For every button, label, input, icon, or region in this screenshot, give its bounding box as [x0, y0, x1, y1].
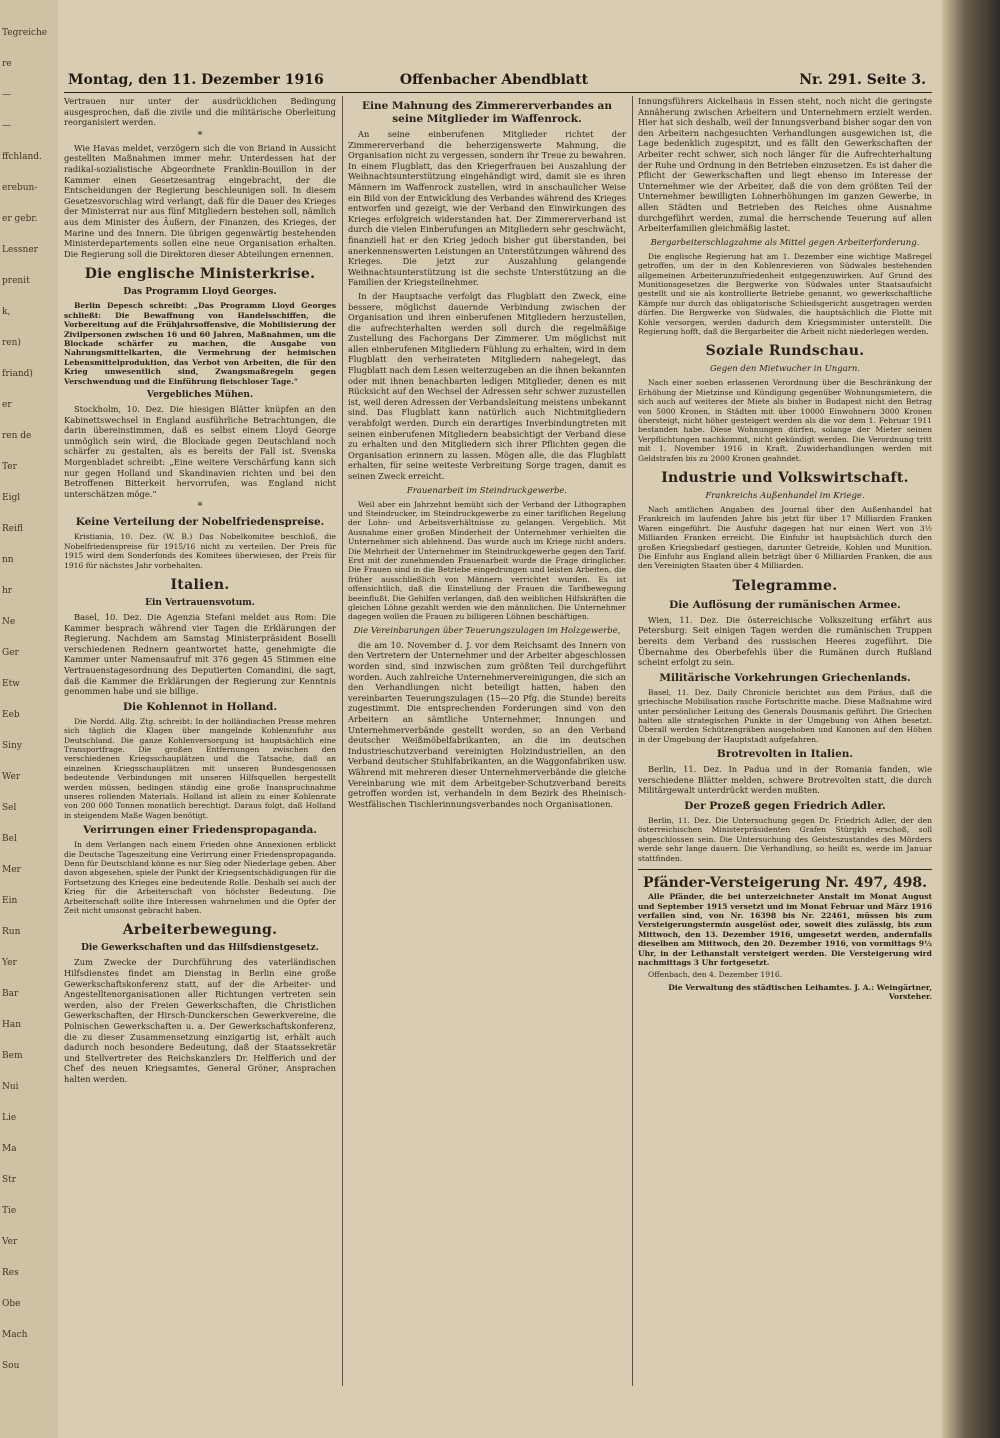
margin-fragment: Reifl	[2, 524, 23, 534]
headline-zimmererverband: Eine Mahnung des Zimmererverbandes an seine Mitglieder im Waffenrock.	[362, 100, 612, 125]
subheadline-hilfsdienst: Die Gewerkschaften und das Hilfsdienstgesetz.	[81, 943, 319, 954]
separator: *	[197, 129, 203, 141]
adjacent-page-margin	[0, 0, 59, 1438]
headline-adler-prozess: Der Prozeß gegen Friedrich Adler.	[684, 800, 886, 813]
article-paragraph: Weil aber ein Jahrzehnt bemüht sich der Verband der Lithographen und Steindrucker, im Steindruckgewerbe zu einer tariflichen Regelung der Lohn- und Arbeitsverhältnisse zu gelangen. Vergeblich. Mit Ausnahme einer großen Minderheit der Unternehmer verhielten die Unternehmer sich ablehnend. Das wurde auch im Kriege nicht anders. Die Mehrheit der Unternehmer im Steindruckgewerbe gegen den Tarif. Erst mit der zunehmenden Frauenarbeit wurde die Frage dringlicher. Die Frauen sind in die Betriebe eingedrungen und leisten Arbeiten, die früher ausschließlich von Männern verrichtet wurden. Es ist offensichtlich, daß die Einstellung der Frauen die Tarifbewegung beeinflußt. Die Gehilfen verlangen, daß den weiblichen Hilfskräften die gleichen Löhne gezahlt werden wie den männlichen. Die Unternehmer dagegen wollen die Frauen zu billigeren Löhnen beschäftigen.	[348, 499, 626, 622]
margin-fragment: Str	[2, 1175, 17, 1185]
margin-fragment: Tegreiche	[2, 28, 48, 38]
article-paragraph: Wien, 11. Dez. Die österreichische Volkszeitung erfährt aus Petersburg: Seit einigen Tagen werden die rumänischen Truppen bereits dem Verband des russischen Heeres zugeführt. Die Übernahme des Oberbefehls über die Rumänen durch Rußland scheint erfolgt zu sein.	[638, 614, 932, 668]
article-paragraph: Die Nordd. Allg. Ztg. schreibt: In der holländischen Presse mehren sich täglich die Klagen über mangelnde Kohlenzufuhr aus Deutschland. Die ganze Kohlenversorgung ist hauptsächlich eine Transportfrage. Die großen Entfernungen zwischen den verschiedenen Kriegsschauplätzen und die Tatsache, daß an einzelnen Kriegsschauplätzen mit unseren Bundesgenossen bedeutende Verbindungen mit unseren Hilfsquellen hergestellt werden müssen, bedingen ständig eine große Inanspruchnahme unseres rollenden Materials. Holland ist allein zu einer Kohlenrate von 200 000 Tonnen monatlich berechtigt. Daraus folgt, daß Holland in steigendem Maße Wagen benötigt.	[64, 716, 336, 820]
margin-fragment: Mer	[2, 865, 21, 875]
article-paragraph: Nach einer soeben erlassenen Verordnung über die Beschränkung der Erhöhung der Mietzinse und Kündigung gegenüber Wohnungsmietern, die sich auch auf weiteres der Miete als bisher in Budapest nicht den Betrag von 5000 Kronen, in Städten mit über 10000 Einwohnern 3000 Kronen übersteigt, nicht höher gesteigert werden als die vor dem 1. Februar 1911 bestanden habe. Diese Wohnungen dürfen, solange der Mieter seinen Verpflichtungen nachkommt, nicht gekündigt werden. Die Verordnung tritt mit 1. November 1916 in Kraft. Zuwiderhandlungen werden mit Geldstrafen bis zu 2000 Kronen geahndet.	[638, 378, 932, 463]
notice-title: Pfänder-Versteigerung Nr. 497, 498.	[643, 875, 927, 892]
column-rule	[632, 96, 633, 1386]
article-paragraph: Basel, 10. Dez. Die Agenzia Stefani meldet aus Rom: Die Kammer besprach während vier Tagen die Erklärungen der Regierung. Nachdem am Samstag Ministerpräsident Boselli verschiedenen Rednern geantwortet hatte, genehmigte die Kammer unter Namensaufruf mit 376 gegen 45 Stimmen eine Vertrauenstagesordnung des Deputierten Comandini, die sagt, daß die Kammer die Erklärungen der Regierung zur Kenntnis genommen habe und sie billige.	[64, 611, 336, 697]
margin-fragment: Wer	[2, 772, 21, 782]
margin-fragment: Ne	[2, 617, 16, 627]
margin-fragment: Obe	[2, 1299, 21, 1309]
margin-fragment: friand)	[2, 369, 33, 379]
subheadline-mietwucher: Gegen den Mietwucher in Ungarn.	[709, 364, 861, 375]
article-paragraph: Nach amtlichen Angaben des Journal über den Außenhandel hat Frankreich im laufenden Jahre bis jetzt für über 17 Milliarden Franken Waren eingeführt. Die Ausfuhr dagegen hat nur einen Wert von 3½ Milliarden Franken erreicht. Die Einfuhr ist hauptsächlich durch den großen Kriegsbedarf gestiegen, darunter Getreide, Kohlen und Munition. Die Einfuhr aus England allein beträgt über 6 Milliarden Franken, die aus den Vereinigten Staaten über 4 Milliarden.	[638, 505, 932, 571]
margin-fragment: Bar	[2, 989, 19, 999]
column-3	[638, 96, 932, 1396]
headline-industrie: Industrie und Volkswirtschaft.	[661, 470, 909, 487]
header-page-number: Nr. 291. Seite 3.	[799, 72, 926, 88]
margin-fragment: Res	[2, 1268, 19, 1278]
headline-telegramme: Telegramme.	[732, 577, 838, 594]
headline-rumaenische-armee: Die Auflösung der rumänischen Armee.	[669, 598, 901, 611]
margin-fragment: Yer	[2, 958, 17, 968]
subheadline-bergarbeiter: Bergarbeiterschlagzahme als Mittel gegen Arbeiterforderung.	[650, 237, 920, 248]
notice-signature: Die Verwaltung des städtischen Leihamtes. J. A.: Weingärtner, Vorsteher.	[668, 982, 932, 1002]
margin-fragment: prenit	[2, 276, 30, 286]
header-date: Montag, den 11. Dezember 1916	[68, 72, 324, 88]
margin-fragment: Bel	[2, 834, 17, 844]
page-header	[64, 72, 932, 93]
headline-griechenland: Militärische Vorkehrungen Griechenlands.	[659, 671, 911, 684]
margin-fragment: Ma	[2, 1144, 17, 1154]
column-2	[348, 96, 626, 1396]
margin-fragment: Eigl	[2, 493, 21, 503]
margin-fragment: Ein	[2, 896, 18, 906]
article-paragraph: Innungsführers Aickelhaus in Essen steht, noch nicht die geringste Annäherung zwischen Arbeitern und Unternehmern erzielt werden. Hier hat sich deshalb, weil der Innungsverband bisher sogar den von den Arbeitern nachgesuchten Verhandlungen ausgewichen ist, die Lage bedenklich zugespitzt, und es fällt den Gewerkschaften der Arbeiter recht schwer, sich noch länger für die Aufrechterhaltung der Ruhe und Ordnung in den Betrieben einzusetzen. Es ist daher die Pflicht der Gewerkschaften und liegt ebenso im Interesse der Unternehmer wie der Arbeiter, daß die von dem größten Teil der Unternehmer bewilligten Lohnerhöhungen im ganzen Gewerbe, in allen Städten und Betrieben des Reiches ohne Ausnahme durchgeführt werden, zumal die herrschende Teuerung auf allen Arbeiterfamilien gleichmäßig lastet.	[638, 96, 932, 234]
margin-fragment: Siny	[2, 741, 22, 751]
article-paragraph: An seine einberufenen Mitglieder richtet der Zimmererverband die beherzigenswerte Mahnung, die Organisation nicht zu vergessen, sondern ihr Treue zu bewahren. In einem Flugblatt, das den Kriegerfrauen bei Auszahlung der Weihnachtsunterstützung eingehändigt wird, damit sie es ihren Männern im Waffenrock zustellen, wird in anschaulicher Weise ein Bild von der Entwicklung des Verbandes während des Krieges entworfen und gezeigt, wie der Verband den Einwirkungen des Krieges erfolgreich widerstanden hat. Der Zimmererverband ist durch die vielen Einberufungen an Mitgliedern sehr geschwächt, finanziell hat er den Krieg jedoch bisher gut überstanden, bei anerkennenswerten Leistungen an Unterstützungen während des Krieges. Die jetzt zur Auszahlung gelangende Weihnachtsunterstützung ist die sechste Unterstützung an die Familien der Kriegsteilnehmer.	[348, 129, 626, 288]
margin-fragment: k,	[2, 307, 11, 317]
headline-ministerkrise: Die englische Ministerkrise.	[84, 266, 316, 283]
article-paragraph: Zum Zwecke der Durchführung des vaterländischen Hilfsdienstes findet am Dienstag in Berlin eine große Gewerkschaftskonferenz statt, auf der die Arbeiter- und Angestelltenorganisationen aller Richtungen vertreten sein werden, also der Freien Gewerkschaften, die Christlichen Gewerkschaften, der Hirsch-Dunckerschen Gewerkvereine, die Polnischen Gewerkschaften u. a. Der Gewerkschaftskonferenz, die zu dieser Zusammensetzung einzigartig ist, erhält auch dadurch noch besondere Bedeutung, daß der Staatssekretär und Stellvertreter des Reichskanzlers Dr. Helfferich und der Chef des neuen Kriegsamtes, General Gröner, Ansprachen halten werden.	[64, 957, 336, 1084]
margin-fragment: Bem	[2, 1051, 23, 1061]
margin-fragment: —	[2, 121, 11, 131]
headline-italien: Italien.	[170, 576, 230, 593]
article-paragraph: In der Hauptsache verfolgt das Flugblatt den Zweck, eine bessere, möglichst dauernde Verbindung zwischen der Organisation und ihren einberufenen Mitgliedern herzustellen, die aufrechterhalten werden soll durch die regelmäßige Zustellung des Fachorgans Der Zimmerer. Um möglichst mit allen einberufenen Mitgliedern Fühlung zu erhalten, wird in dem Flugblatt den verheirateten Mitgliedern nahegelegt, das Flugblatt nach dem Lesen weiterzugeben an die ihnen bekannten oder mit ihnen benachbarten ledigen Mitglieder, denen es mit Rücksicht auf den Wechsel der Adressen sehr schwer zuzustellen ist, weil deren Adressen der Verbandsleitung meistens unbekannt sind. Das Flugblatt kann natürlich auch Nichtmitgliedern verabfolgt werden. Durch ein derartiges Inverbindungtreten mit seinen einberufenen Mitgliedern beabsichtigt der Verband diese zu erhalten und den Mitgliedern sich ihrer Pflichten gegen die Organisation erinnern zu lassen. Mögen alle, die das Flugblatt erhalten, für seine weiteste Verbreitung Sorge tragen, damit es seinen Zweck erreicht.	[348, 290, 626, 481]
headline-arbeiterbewegung: Arbeiterbewegung.	[122, 922, 278, 939]
margin-fragment: erebun-	[2, 183, 38, 193]
margin-fragment: hr	[2, 586, 13, 596]
article-paragraph: In dem Verlangen nach einem Frieden ohne Annexionen erblickt die Deutsche Tageszeitung eine Verirrung einer Friedenspropaganda. Denn für Deutschland könne es nur Sieg oder Niederlage geben. Aber davon abgesehen, spiele der Punkt der Kriegsentschädigungen für die Fortsetzung des Krieges eine bedeutende Rolle. Deshalb sei auch der Krieg für die Arbeiterschaft von höchster Bedeutung. Die Arbeiterschaft sollte ihre Interessen wahrnehmen und die Opfer der Zeit nicht umsonst gebracht haben.	[64, 840, 336, 915]
margin-fragment: Mach	[2, 1330, 28, 1340]
notice-date: Offenbach, den 4. Dezember 1916.	[648, 970, 783, 980]
margin-fragment: er	[2, 400, 12, 410]
margin-fragment: Run	[2, 927, 21, 937]
margin-fragment: Lie	[2, 1113, 17, 1123]
article-paragraph: Die englische Regierung hat am 1. Dezember eine wichtige Maßregel getroffen, um der in den Kohlenrevieren von Südwales bestehenden allgemeinen Arbeiterunzufriedenheit entgegenzuwirken. Auf Grund des Munitionsgesetzes die Bergwerke von Südwales unter Staatsaufsicht gestellt und sie als kontrollierte Betriebe genannt, wo gewerkschaftliche Kämpfe nur durch das obligatorische Schiedsgericht ausgetragen werden dürfen. Die Bergwerke von Südwales, die hauptsächlich die Flotte mit Kohle versorgen, werden dadurch dem Kriegsminister unterstellt. Die Regierung hofft, daß die Bergarbeiter die Arbeit nicht niederlegen werden.	[638, 251, 932, 336]
margin-fragment: Ger	[2, 648, 19, 658]
subheadline-vertrauensvotum: Ein Vertrauensvotum.	[145, 597, 255, 608]
article-paragraph: Kristiania, 10. Dez. (W. B.) Das Nobelkomitee beschloß, die Nobelfriedenspreise für 1915/16 nicht zu verteilen. Der Preis für 1915 wird dem Sonderfonds des Komitees überwiesen, der Preis für 1916 für nächstes Jahr vorbehalten.	[64, 532, 336, 570]
margin-fragment: ren de	[2, 431, 32, 441]
article-paragraph: Vertrauen nur unter der ausdrücklichen Bedingung ausgesprochen, daß die zivile und die militärische Oberleitung reorganisiert werden.	[64, 96, 336, 128]
margin-fragment: Ter	[2, 462, 17, 472]
auction-notice	[638, 869, 932, 1001]
margin-fragment: Han	[2, 1020, 22, 1030]
article-paragraph: Wie Havas meldet, verzögern sich die von Briand in Aussicht gestellten Maßnahmen immer mehr. Unterdessen hat der radikal-sozialistische Abgeordnete Franklin-Bouillon in der Kammer einen Gesetzesantrag eingebracht, der die Entscheidungen der Regierung beschleunigen soll. In diesem Gesetzesvorschlag wird verlangt, daß für die Dauer des Krieges der Ministerrat nur aus fünf Mitgliedern bestehen soll, nämlich aus dem Minister des Äußern, der Finanzen, des Krieges, der Marine und des Innern. Die übrigen gegenwärtig bestehenden Ministerdepartements sollen eine neue Organisation erhalten. Die Regierung soll die Direktoren dieser Abteilungen ernennen.	[64, 142, 336, 259]
margin-fragment: Sou	[2, 1361, 20, 1371]
headline-friedenspropaganda: Verirrungen einer Friedenspropaganda.	[83, 824, 317, 837]
header-masthead: Offenbacher Abendblatt	[399, 72, 589, 88]
headline-nobelpreis: Keine Verteilung der Nobelfriedenspreise.	[75, 516, 325, 529]
margin-fragment: Ver	[2, 1237, 18, 1247]
article-paragraph: Berlin Depesch schreibt: „Das Programm Lloyd Georges schließt: Die Bewaffnung von Handelsschiffen, die Vorbereitung auf die Frühjahrsoffensive, die Mobilisierung der Zivilpersonen zwischen 16 und 60 Jahren, Maßnahmen, um die Blockade schärfer zu machen, die Ausgabe von Nahrungsmittelkarten, die Vermehrung der heimischen Lebensmittelproduktion, das Verbot von Arbeiten, die für den Krieg unwesentlich sind, Zwangsmaßregeln gegen Verschwendung und die Einführung fleischloser Tage.“	[64, 301, 336, 386]
article-paragraph: Berlin, 11. Dez. In Padua und in der Romania fanden, wie verschiedene Blätter melden, schwere Brotrevolten statt, die durch Militärgewalt unterdrückt werden mußten.	[638, 764, 932, 796]
article-paragraph: Stockholm, 10. Dez. Die hiesigen Blätter knüpfen an den Kabinettswechsel in England ausführliche Betrachtungen, die darin übereinstimmen, daß es selbst einem Lloyd George unmöglich sein wird, die Blockade gegen Deutschland noch schärfer zu gestalten, als es bereits der Fall ist. Svenska Morgenbladet schreibt: „Eine weitere Verschärfung kann sich nur gegen Holland und Skandinavien richten und bei den Betroffenen Bitterkeit hervorrufen, was England nicht unterschätzen möge.“	[64, 403, 336, 499]
margin-fragment: ren)	[2, 338, 21, 348]
binding-edge	[942, 0, 1000, 1438]
headline-brotrevolten: Brotrevolten in Italien.	[716, 748, 854, 761]
newspaper-page	[58, 0, 942, 1438]
margin-fragment: Etw	[2, 679, 20, 689]
margin-fragment: ffchland.	[2, 152, 42, 162]
subheadline-programm: Das Programm Lloyd Georges.	[123, 287, 277, 298]
margin-fragment: nn	[2, 555, 14, 565]
headline-soziale-rundschau: Soziale Rundschau.	[705, 343, 865, 360]
subheadline-vergeblich: Vergebliches Mühen.	[146, 389, 254, 400]
margin-fragment: Lessner	[2, 245, 38, 255]
notice-text: Alle Pfänder, die bei unterzeichneter Anstalt im Monat August und September 1915 versetzt und im Monat Februar und März 1916 verfallen sind, von Nr. 16398 bis Nr. 22461, müssen bis zum Versteigerungstermin ausgelöst oder, soweit dies zulässig, bis zum Mittwoch, den 13. Dezember 1916, umgesetzt werden, andernfalls dieselben am Mittwoch, den 20. Dezember 1916, von vormittags 9½ Uhr, in der Leihanstalt versteigert werden. Die Versteigerung wird nachmittags 3 Uhr fortgesetzt.	[638, 892, 932, 967]
margin-fragment: Tie	[2, 1206, 17, 1216]
separator: *	[197, 501, 203, 513]
article-paragraph: Berlin, 11. Dez. Die Untersuchung gegen Dr. Friedrich Adler, der den österreichischen Ministerpräsidenten Grafen Stürgkh erschoß, soll abgeschlossen sein. Die Untersuchung des Geisteszustandes des Mörders werde sehr lange dauern. Die Verhandlung, so heißt es, werde im Januar stattfinden.	[638, 816, 932, 863]
margin-fragment: re	[2, 59, 12, 69]
subheadline-aussenhandel: Frankreichs Außenhandel im Kriege.	[705, 491, 865, 502]
article-paragraph: die am 10. November d. J. vor dem Reichsamt des Innern von den Vertretern der Unternehmer und der Arbeiter abgeschlossen worden sind, sind inzwischen zum größten Teil durchgeführt worden. Auch zahlreiche Unternehmervereinigungen, die sich an den Verhandlungen nicht beteiligt hatten, haben den vereinbarten Teuerungszulagen (15—20 Pfg. die Stunde) bereits zugestimmt. Die entsprechenden Forderungen sind von den Arbeitern an sämtliche Unternehmer, Innungen und Unternehmerverbände gestellt worden, so an den Verband deutscher Weißmöbelfabrikanten, an die im deutschen Industrieschutzverband vereinigten Holzindustriellen, an den Verband deutscher Stuhlfabrikanten, an die Waggonfabriken usw. Während mit mehreren dieser Unternehmerverbände die gleiche Vereinbarung wie mit dem Arbeitgeber-Schutzverband bereits getroffen worden ist, verhandeln in dem Bezirk des Rheinisch-Westfälischen Tischlerinnungsverbandes noch Organisationen.	[348, 639, 626, 809]
margin-fragment: Nui	[2, 1082, 19, 1092]
margin-fragment: er gebr.	[2, 214, 38, 224]
column-1	[64, 96, 336, 1396]
subheadline-teuerungszulagen: Die Vereinbarungen über Teuerungszulagen im Holzgewerbe,	[353, 625, 621, 636]
column-rule	[342, 96, 343, 1386]
subheadline-frauenarbeit: Frauenarbeit im Steindruckgewerbe.	[406, 485, 568, 496]
margin-fragment: Eeb	[2, 710, 20, 720]
headline-kohlennot: Die Kohlennot in Holland.	[122, 700, 278, 713]
margin-fragment: —	[2, 90, 11, 100]
article-paragraph: Basel, 11. Dez. Daily Chronicle berichtet aus dem Piräus, daß die griechische Mobilisation rasche Fortschritte mache. Diese Maßnahme wird unter persönlicher Leitung des Generals Dousmanis geführt. Die Griechen halten alle strategischen Punkte in der Umgebung von Athen besetzt. Überall werden Schützengräben ausgehoben und Kanonen auf den Höhen in der Umgebung der Hauptstadt aufgefahren.	[638, 687, 932, 744]
margin-fragment: Sel	[2, 803, 17, 813]
